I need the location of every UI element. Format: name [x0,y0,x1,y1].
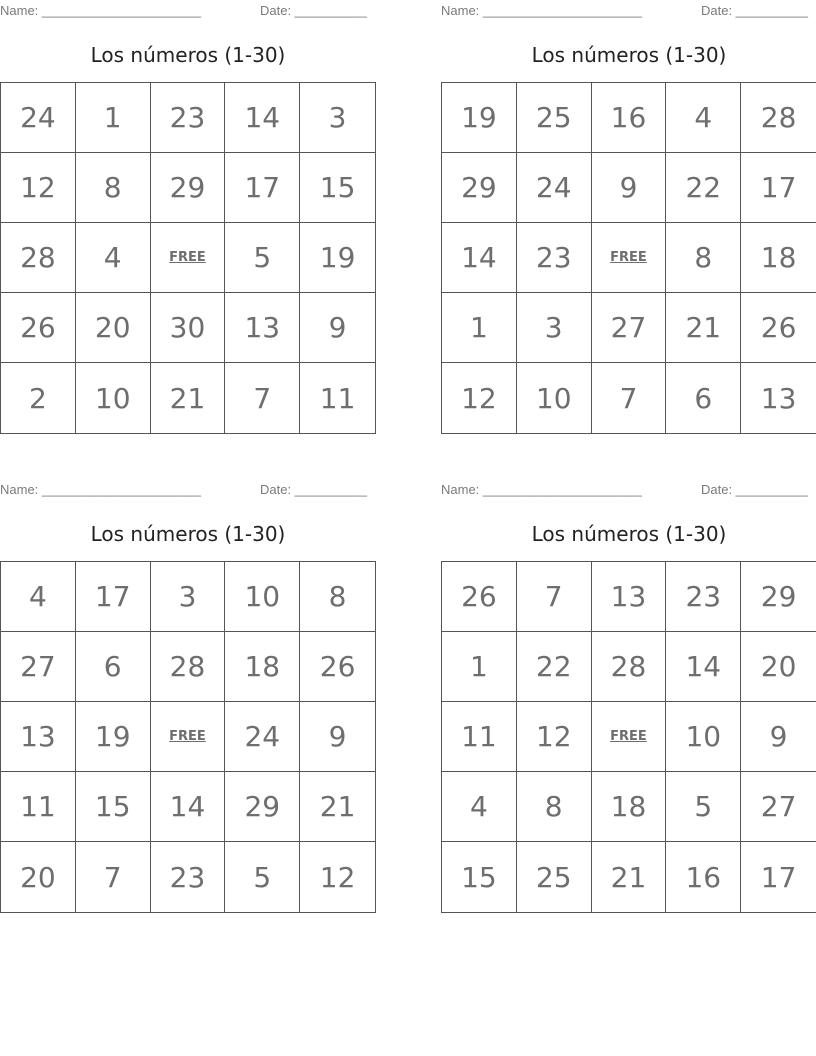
bingo-cell: 26 [741,293,816,363]
bingo-cell: 26 [300,632,375,702]
bingo-cell: 12 [319,860,356,894]
bingo-cell: 18 [741,223,816,293]
bingo-cell: 28 [151,632,226,702]
bingo-cell: 4 [442,772,517,842]
bingo-cell: 28 [1,223,76,293]
bingo-cell: 28 [741,83,816,153]
bingo-cell: 13 [760,381,797,415]
bingo-cell: 18 [225,632,300,702]
bingo-cell: 9 [300,293,375,363]
bingo-cell: 6 [666,363,741,433]
free-space: FREE [592,223,667,293]
bingo-cell: 7 [517,562,592,632]
bingo-cell: 23 [151,842,226,912]
name-line: Name: ______________________ [441,3,642,18]
bingo-cell: 26 [1,293,76,363]
bingo-cell: 13 [1,702,76,772]
bingo-cell: 12 [1,153,76,223]
bingo-cell: 1 [76,83,151,153]
card-title: Los números (1-30) [531,43,727,67]
bingo-cell: 10 [666,702,741,772]
bingo-cell: 17 [76,562,151,632]
bingo-cell: 4 [1,562,76,632]
bingo-cell: 4 [76,223,151,293]
card-title: Los números (1-30) [531,522,727,546]
bingo-cell: 9 [741,702,816,772]
bingo-cell: 30 [151,293,226,363]
free-space: FREE [592,702,667,772]
bingo-cell: 17 [225,153,300,223]
bingo-cell: 6 [76,632,151,702]
bingo-cell: 4 [666,83,741,153]
bingo-cell: 19 [76,702,151,772]
bingo-cell: 8 [666,223,741,293]
free-space: FREE [151,223,226,293]
bingo-cell: 2 [1,363,76,433]
bingo-cell: 23 [151,83,226,153]
date-line: Date: __________ [701,482,808,497]
bingo-cell: 7 [225,363,300,433]
bingo-cell: 22 [666,153,741,223]
bingo-cell: 14 [442,223,517,293]
date-line: Date: __________ [260,482,367,497]
bingo-cell: 24 [1,83,76,153]
bingo-cell: 11 [442,702,517,772]
name-line: Name: ______________________ [441,482,642,497]
bingo-cell: 15 [300,153,375,223]
bingo-cell: 18 [592,772,667,842]
bingo-cell: 20 [741,632,816,702]
bingo-cell: 7 [76,842,151,912]
bingo-cell: 8 [517,772,592,842]
bingo-cell: 3 [300,83,375,153]
bingo-cell: 3 [517,293,592,363]
bingo-cell: 21 [666,293,741,363]
bingo-cell: 26 [442,562,517,632]
bingo-cell: 25 [517,842,592,912]
bingo-grid [441,82,816,434]
card-title: Los números (1-30) [90,522,286,546]
bingo-cell: 27 [592,293,667,363]
bingo-cell: 15 [442,842,517,912]
bingo-cell: 5 [666,772,741,842]
bingo-cell: 5 [225,223,300,293]
bingo-cell: 24 [225,702,300,772]
date-line: Date: __________ [701,3,808,18]
bingo-cell: 1 [442,293,517,363]
free-space: FREE [151,702,226,772]
bingo-cell: 27 [1,632,76,702]
bingo-cell: 14 [666,632,741,702]
bingo-grid [441,561,816,913]
bingo-cell: 29 [151,153,226,223]
bingo-cell: 25 [517,83,592,153]
bingo-cell: 14 [225,83,300,153]
bingo-cell: 8 [300,562,375,632]
bingo-cell: 28 [592,632,667,702]
bingo-cell: 5 [225,842,300,912]
bingo-cell: 13 [592,562,667,632]
bingo-cell: 29 [225,772,300,842]
bingo-cell: 15 [76,772,151,842]
bingo-cell: 29 [741,562,816,632]
bingo-cell: 17 [760,860,797,894]
bingo-cell: 19 [442,83,517,153]
bingo-cell: 17 [741,153,816,223]
bingo-cell: 10 [76,363,151,433]
date-line: Date: __________ [260,3,367,18]
bingo-cell: 1 [442,632,517,702]
bingo-cell: 23 [666,562,741,632]
bingo-cell: 9 [300,702,375,772]
bingo-cell: 20 [1,842,76,912]
bingo-cell: 7 [592,363,667,433]
bingo-cell: 22 [517,632,592,702]
bingo-cell: 10 [517,363,592,433]
bingo-grid [0,561,376,913]
bingo-cell: 27 [741,772,816,842]
bingo-cell: 11 [319,381,356,415]
bingo-cell: 3 [151,562,226,632]
bingo-cell: 9 [592,153,667,223]
bingo-cell: 20 [76,293,151,363]
bingo-cell: 11 [1,772,76,842]
bingo-cell: 29 [442,153,517,223]
bingo-cell: 19 [300,223,375,293]
name-line: Name: ______________________ [0,482,201,497]
bingo-cell: 12 [517,702,592,772]
bingo-cell: 23 [517,223,592,293]
bingo-cell: 24 [517,153,592,223]
bingo-grid [0,82,376,434]
name-line: Name: ______________________ [0,3,201,18]
bingo-cell: 21 [592,842,667,912]
bingo-cell: 8 [76,153,151,223]
bingo-cell: 16 [592,83,667,153]
bingo-cell: 12 [442,363,517,433]
card-title: Los números (1-30) [90,43,286,67]
bingo-cell: 16 [666,842,741,912]
bingo-cell: 21 [300,772,375,842]
bingo-cell: 14 [151,772,226,842]
bingo-cell: 13 [225,293,300,363]
bingo-cell: 10 [225,562,300,632]
bingo-cell: 21 [151,363,226,433]
